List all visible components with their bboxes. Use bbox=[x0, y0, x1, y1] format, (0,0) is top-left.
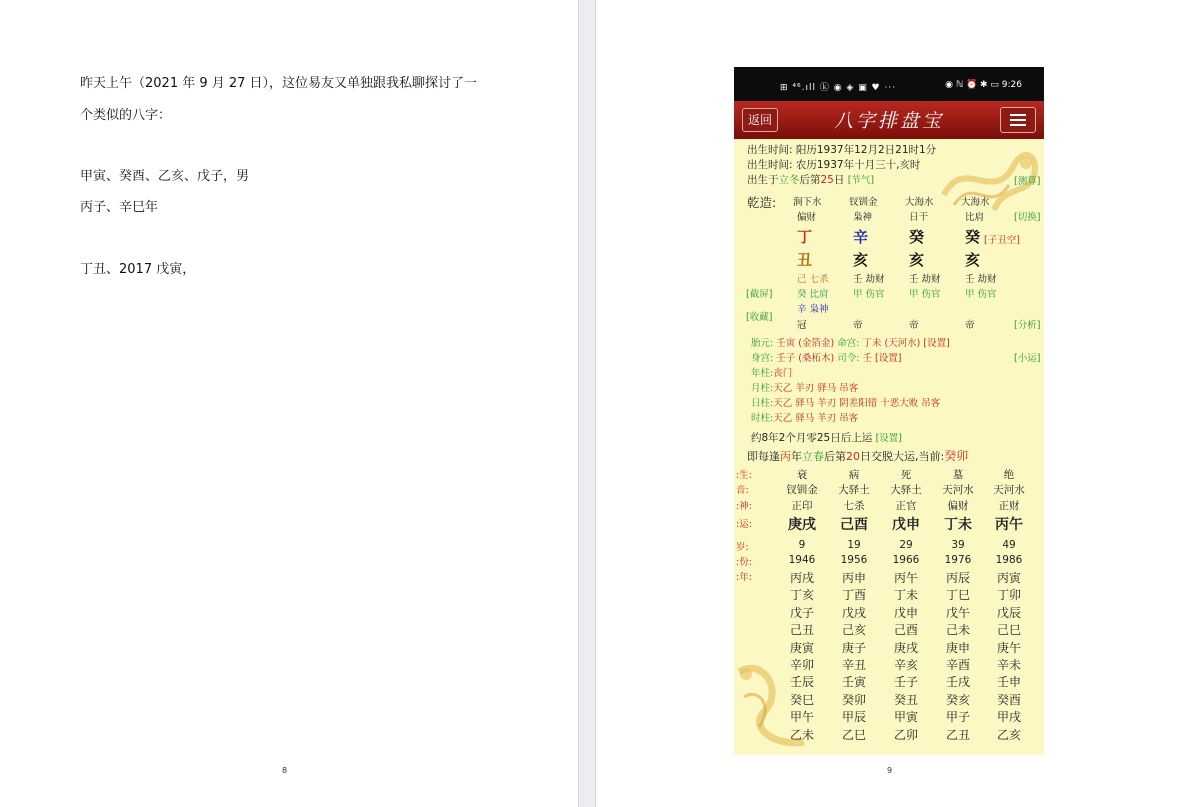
pillar-changsheng: 冠 bbox=[797, 320, 807, 331]
status-icons: ⊞ ⁴⁶.ıll ⓚ ◉ ◈ ▣ ♥ ··· bbox=[780, 83, 897, 93]
set-link[interactable]: [设置] bbox=[875, 433, 902, 444]
dayun-row-label: :年: bbox=[736, 572, 752, 583]
dayun-shishen: 正官 bbox=[895, 500, 917, 512]
liunian-cell: 辛酉 bbox=[945, 658, 970, 672]
pillar-zhi: 丑 bbox=[797, 251, 813, 269]
dayun-year: 1946 bbox=[788, 554, 816, 566]
liunian-cell: 己丑 bbox=[789, 623, 814, 638]
hamburger-icon bbox=[1010, 114, 1026, 116]
dayun-year: 1966 bbox=[892, 554, 920, 566]
liunian-cell: 壬辰 bbox=[789, 675, 814, 690]
pillar-gan: 辛 bbox=[853, 228, 869, 246]
app-title: 八字排盘宝 bbox=[833, 110, 944, 132]
shensha-row bbox=[751, 410, 858, 424]
dayun-changsheng: 衰 bbox=[796, 469, 808, 481]
dayun-changsheng: 墓 bbox=[952, 469, 964, 481]
liunian-cell: 丙申 bbox=[841, 571, 866, 585]
text-line: 甲寅、癸酉、乙亥、戊子，男 bbox=[80, 169, 250, 184]
dayun-ganzhi: 戊申 bbox=[892, 517, 920, 533]
liunian-cell: 己未 bbox=[945, 623, 970, 638]
shensha-value: 天乙 驿马 羊刃 阴差阳错 十恶大败 吊客 bbox=[773, 398, 941, 409]
dayun-shishen: 正财 bbox=[998, 500, 1020, 512]
pillar-canggan: 甲 伤官 bbox=[909, 289, 941, 300]
back-button[interactable]: 返回 bbox=[742, 108, 778, 132]
liunian-cell: 丙辰 bbox=[945, 571, 970, 585]
pillar-zhi: 亥 bbox=[909, 251, 925, 269]
liunian-cell: 乙亥 bbox=[996, 727, 1021, 742]
liunian-cell: 辛卯 bbox=[789, 658, 814, 672]
liunian-cell: 戊午 bbox=[945, 605, 970, 620]
text-line: 昨天上午（2021 年 9 月 27 日），这位易友又单独跟我私聊探讨了一 bbox=[80, 76, 478, 91]
status-bar bbox=[734, 67, 1044, 101]
liunian-cell: 戊辰 bbox=[996, 605, 1021, 620]
dayun-changsheng: 绝 bbox=[1003, 469, 1015, 481]
dayun-row-label: :生: bbox=[736, 470, 752, 481]
pillar-nayin: 涧下水 bbox=[793, 197, 822, 208]
liunian-cell: 辛亥 bbox=[893, 658, 918, 672]
liunian-cell: 丁亥 bbox=[789, 588, 814, 603]
liunian-cell: 丁未 bbox=[893, 588, 918, 603]
pillar-zhi: 亥 bbox=[965, 251, 981, 269]
liunian-cell: 癸亥 bbox=[945, 692, 970, 707]
pillar-nayin: 大海水 bbox=[961, 197, 990, 208]
pillar-nayin: 钗钏金 bbox=[849, 197, 878, 208]
liunian-cell: 甲午 bbox=[789, 710, 814, 725]
liunian-cell: 壬子 bbox=[893, 675, 918, 690]
birth-lunar: 出生时间: 农历1937年十月三十,亥时 bbox=[747, 159, 921, 171]
liunian-cell: 辛未 bbox=[996, 658, 1021, 672]
left-page bbox=[0, 0, 578, 807]
qianzao-label: 乾造: bbox=[747, 195, 777, 210]
liunian-cell: 甲辰 bbox=[841, 710, 866, 725]
liunian-cell: 庚戌 bbox=[893, 640, 918, 655]
liunian-cell: 癸酉 bbox=[996, 692, 1021, 707]
set-link[interactable]: [设置] bbox=[874, 353, 902, 364]
dayun-nayin: 钗钏金 bbox=[786, 484, 818, 496]
liunian-cell: 庚寅 bbox=[789, 640, 814, 655]
qiyun-text: 约8年2个月零25日后上运 [设置] bbox=[751, 432, 902, 444]
dayun-shishen: 七杀 bbox=[843, 500, 865, 512]
text-line: 丁丑、2017 戊寅， bbox=[80, 262, 196, 277]
pillar-changsheng: 帝 bbox=[965, 320, 975, 331]
liunian-cell: 壬寅 bbox=[841, 675, 866, 690]
text-line: 个类似的八字： bbox=[80, 108, 172, 123]
dayun-age: 9 bbox=[798, 539, 806, 551]
liunian-cell: 丙午 bbox=[893, 571, 918, 585]
pillar-shishen: 偏财 bbox=[797, 212, 817, 223]
liunian-cell: 壬申 bbox=[996, 675, 1021, 690]
taiyuan-row: 胎元: 壬寅 (金箔金) 命宫: 丁未 (天河水) [设置] bbox=[751, 338, 950, 349]
shensha-value: 天乙 羊刃 驿马 吊客 bbox=[773, 383, 859, 394]
menu-button[interactable] bbox=[1000, 107, 1036, 133]
dayun-nayin: 大驿土 bbox=[890, 484, 922, 496]
dayun-row-label: :运: bbox=[736, 519, 752, 530]
pillar-canggan: 甲 伤官 bbox=[965, 289, 997, 300]
shensha-label: 年柱: bbox=[751, 368, 774, 379]
shensha-label: 月柱: bbox=[751, 383, 774, 394]
dayun-ganzhi: 庚戌 bbox=[788, 517, 816, 533]
pillar-shishen: 比肩 bbox=[965, 212, 985, 223]
liunian-cell: 庚申 bbox=[945, 640, 970, 655]
pillar-canggan: 己 七杀 bbox=[797, 274, 829, 285]
dayun-changsheng: 病 bbox=[848, 469, 860, 481]
dayun-ganzhi: 丙午 bbox=[995, 517, 1023, 533]
set-link[interactable]: [设置] bbox=[923, 338, 950, 349]
screenshot-link[interactable]: [截屏] bbox=[746, 289, 773, 300]
analyze-link[interactable]: [分析] bbox=[1014, 320, 1041, 331]
dayun-ganzhi: 丁未 bbox=[944, 517, 972, 533]
liunian-cell: 癸巳 bbox=[789, 692, 814, 707]
liunian-cell: 乙卯 bbox=[893, 727, 918, 742]
liunian-cell: 乙巳 bbox=[841, 727, 866, 742]
status-clock: ◉ ℕ ⏰ ✱ ▭ 9:26 bbox=[945, 80, 1022, 90]
dayun-ganzhi: 己酉 bbox=[840, 517, 868, 533]
page-gutter bbox=[578, 0, 596, 807]
liunian-cell: 癸丑 bbox=[893, 692, 918, 707]
liunian-cell: 戊子 bbox=[789, 605, 814, 620]
xiaoyun-link[interactable]: [小运] bbox=[1014, 353, 1041, 364]
liunian-cell: 丁酉 bbox=[841, 588, 866, 603]
birth-jieqi: 出生于立冬后第25日 [节气] bbox=[747, 174, 875, 186]
pillar-gan: 癸 bbox=[965, 228, 981, 246]
liunian-cell: 己亥 bbox=[841, 623, 866, 638]
dayun-nayin: 天河水 bbox=[942, 484, 974, 496]
shensha-row bbox=[751, 395, 940, 409]
shensha-value: 天乙 驿马 羊刃 吊客 bbox=[773, 413, 859, 424]
dayun-row-label: 音: bbox=[736, 485, 749, 496]
kongwang-link[interactable]: [子丑空] bbox=[984, 235, 1020, 246]
pillar-canggan: 辛 枭神 bbox=[797, 304, 829, 315]
favorite-link[interactable]: [收藏] bbox=[746, 312, 773, 323]
liunian-cell: 丙寅 bbox=[996, 571, 1021, 585]
liunian-cell: 庚午 bbox=[996, 640, 1021, 655]
dayun-age: 39 bbox=[951, 539, 965, 551]
liunian-cell: 丁巳 bbox=[945, 588, 970, 603]
pillar-canggan: 癸 比肩 bbox=[797, 289, 829, 300]
dayun-shishen: 偏财 bbox=[947, 500, 969, 512]
pillar-nayin: 大海水 bbox=[905, 197, 934, 208]
pillar-canggan: 壬 劫财 bbox=[965, 274, 997, 285]
pillar-gan: 丁 bbox=[797, 228, 813, 246]
liunian-cell: 戊戌 bbox=[841, 605, 866, 620]
text-line: 丙子、辛巳年 bbox=[80, 200, 159, 215]
dayun-changsheng: 死 bbox=[900, 469, 912, 481]
dayun-age: 29 bbox=[899, 539, 913, 551]
page-number: 9 bbox=[887, 766, 893, 775]
dayun-nayin: 天河水 bbox=[993, 484, 1025, 496]
shensha-label: 日柱: bbox=[751, 398, 774, 409]
shengong-row: 身宫: 壬子 (桑柘木) 司令: 壬 [设置] bbox=[751, 353, 902, 364]
app-header bbox=[734, 101, 1044, 139]
birth-solar: 出生时间: 阳历1937年12月2日21时1分 bbox=[747, 144, 937, 156]
dayun-row-label: 岁: bbox=[736, 542, 749, 553]
liunian-cell: 壬戌 bbox=[945, 675, 970, 690]
shensha-row bbox=[751, 380, 858, 394]
switch-link[interactable]: [切换] bbox=[1014, 212, 1041, 223]
liunian-cell: 庚子 bbox=[841, 640, 866, 655]
liunian-cell: 癸卯 bbox=[841, 692, 866, 707]
liunian-cell: 乙丑 bbox=[945, 727, 970, 742]
pillar-canggan: 壬 劫财 bbox=[909, 274, 941, 285]
liunian-cell: 甲寅 bbox=[893, 710, 918, 725]
dayun-year: 1986 bbox=[995, 554, 1023, 566]
jieqi-link[interactable]: [节气] bbox=[847, 175, 875, 186]
liunian-cell: 乙未 bbox=[789, 727, 814, 742]
shensha-value: 丧门 bbox=[773, 368, 793, 379]
cesuan-link[interactable]: [测算] bbox=[1014, 176, 1041, 187]
pillar-canggan: 甲 伤官 bbox=[853, 289, 885, 300]
liunian-cell: 己酉 bbox=[893, 623, 918, 638]
liunian-cell: 甲子 bbox=[945, 710, 970, 725]
liunian-cell: 己巳 bbox=[996, 623, 1021, 638]
liunian-cell: 甲戌 bbox=[996, 710, 1021, 725]
pillar-zhi: 亥 bbox=[853, 251, 869, 269]
pillar-shishen: 枭神 bbox=[853, 212, 873, 223]
bazi-app-screenshot bbox=[734, 67, 1044, 755]
dayun-age: 49 bbox=[1002, 539, 1016, 551]
dayun-row-label: :份: bbox=[736, 557, 752, 568]
pillar-gan: 癸 bbox=[909, 228, 925, 246]
liunian-cell: 丁卯 bbox=[996, 588, 1021, 603]
liunian-cell: 辛丑 bbox=[841, 658, 866, 672]
pillar-canggan: 壬 劫财 bbox=[853, 274, 885, 285]
dayun-row-label: :神: bbox=[736, 501, 752, 512]
shensha-label: 时柱: bbox=[751, 413, 774, 424]
liunian-cell: 戊申 bbox=[893, 605, 918, 620]
pillar-shishen: 日干 bbox=[909, 212, 929, 223]
dayun-shishen: 正印 bbox=[791, 500, 813, 512]
shensha-row bbox=[751, 365, 792, 379]
dayun-year: 1956 bbox=[840, 554, 868, 566]
pillar-changsheng: 帝 bbox=[909, 320, 919, 331]
pillar-changsheng: 帝 bbox=[853, 320, 863, 331]
dayun-age: 19 bbox=[847, 539, 861, 551]
page-number: 8 bbox=[282, 766, 288, 775]
jiaoyun-text: 即每逢丙年立春后第20日交脱大运,当前:癸卯 bbox=[747, 449, 969, 463]
liunian-cell: 丙戌 bbox=[789, 571, 814, 585]
dayun-year: 1976 bbox=[944, 554, 972, 566]
dayun-nayin: 大驿土 bbox=[838, 484, 870, 496]
